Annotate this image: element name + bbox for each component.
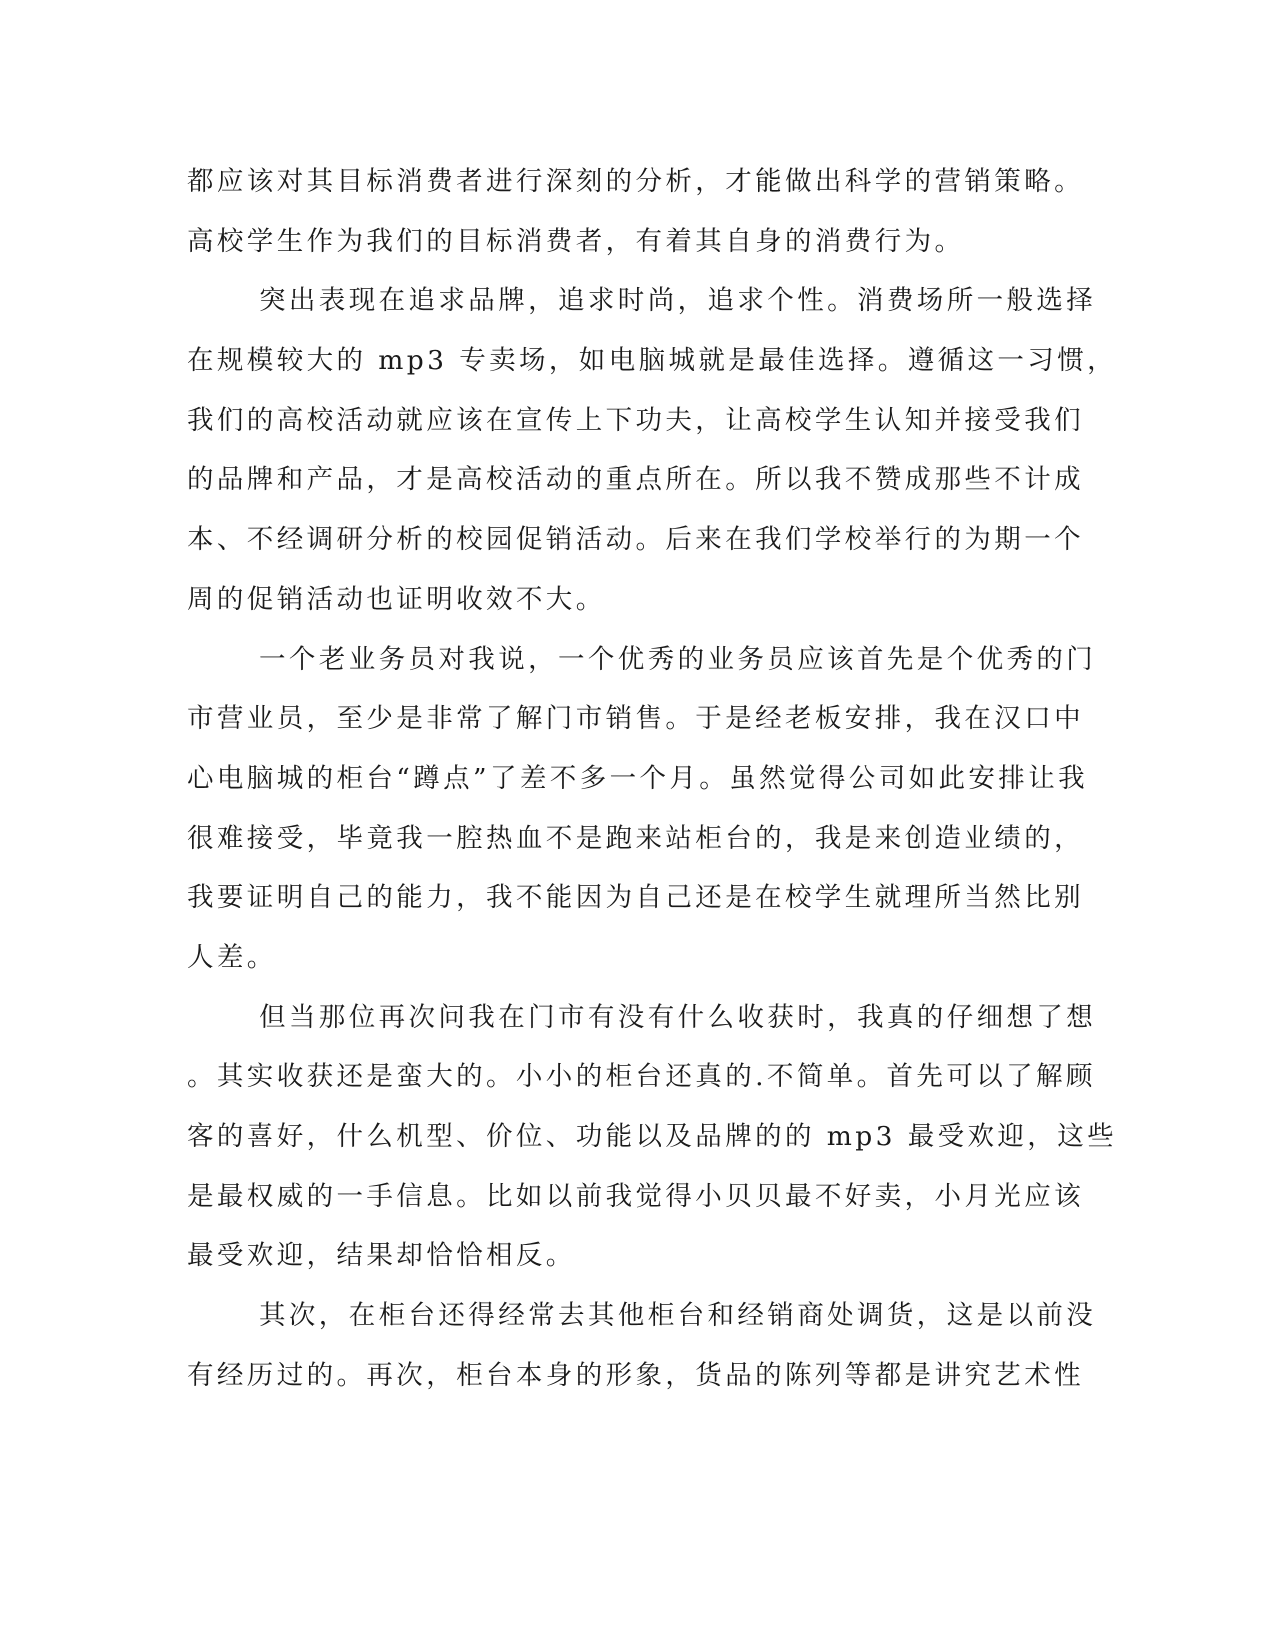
text-line: 人差。 — [187, 941, 277, 973]
text-line: 的品牌和产品，才是高校活动的重点所在。所以我不赞成那些不计成 — [187, 464, 1084, 496]
text-line: 都应该对其目标消费者进行深刻的分析，才能做出科学的营销策略。 — [187, 166, 1084, 197]
text-line: 心电脑城的柜台“蹲点”了差不多一个月。虽然觉得公司如此安排让我 — [187, 762, 1088, 794]
text-line: 市营业员，至少是非常了解门市销售。于是经老板安排，我在汉口中 — [187, 703, 1084, 735]
text-line: 客的喜好，什么机型、价位、功能以及品牌的的 mp3 最受欢迎，这些 — [187, 1121, 1117, 1152]
text-line: 是最权威的一手信息。比如以前我觉得小贝贝最不好卖，小月光应该 — [187, 1180, 1084, 1212]
text-line: 很难接受，毕竟我一腔热血不是跑来站柜台的，我是来创造业绩的， — [187, 822, 1084, 854]
text-line: 最受欢迎，结果却恰恰相反。 — [187, 1240, 576, 1272]
text-line: 。其实收获还是蛮大的。小小的柜台还真的.不简单。首先可以了解顾 — [187, 1061, 1096, 1093]
text-line: 周的促销活动也证明收效不大。 — [187, 583, 606, 615]
text-line: 有经历过的。再次，柜台本身的形象，货品的陈列等都是讲究艺术性 — [187, 1359, 1084, 1391]
text-line: 在规模较大的 mp3 专卖场，如电脑城就是最佳选择。遵循这一习惯， — [187, 345, 1117, 377]
paragraph-first-line: 其次，在柜台还得经常去其他柜台和经销商处调货，这是以前没 — [259, 1300, 1097, 1332]
text-line: 我要证明自己的能力，我不能因为自己还是在校学生就理所当然比别 — [187, 882, 1084, 914]
text-line: 高校学生作为我们的目标消费者，有着其自身的消费行为。 — [187, 225, 965, 257]
text-line: 本、不经调研分析的校园促销活动。后来在我们学校举行的为期一个 — [187, 524, 1084, 556]
paragraph-first-line: 但当那位再次问我在门市有没有什么收获时，我真的仔细想了想 — [259, 1001, 1097, 1033]
paragraph-first-line: 突出表现在追求品牌，追求时尚，追求个性。消费场所一般选择 — [259, 285, 1097, 317]
paragraph-first-line: 一个老业务员对我说，一个优秀的业务员应该首先是个优秀的门 — [259, 643, 1097, 675]
document-body — [187, 162, 1117, 1415]
text-line: 我们的高校活动就应该在宣传上下功夫，让高校学生认知并接受我们 — [187, 404, 1084, 436]
